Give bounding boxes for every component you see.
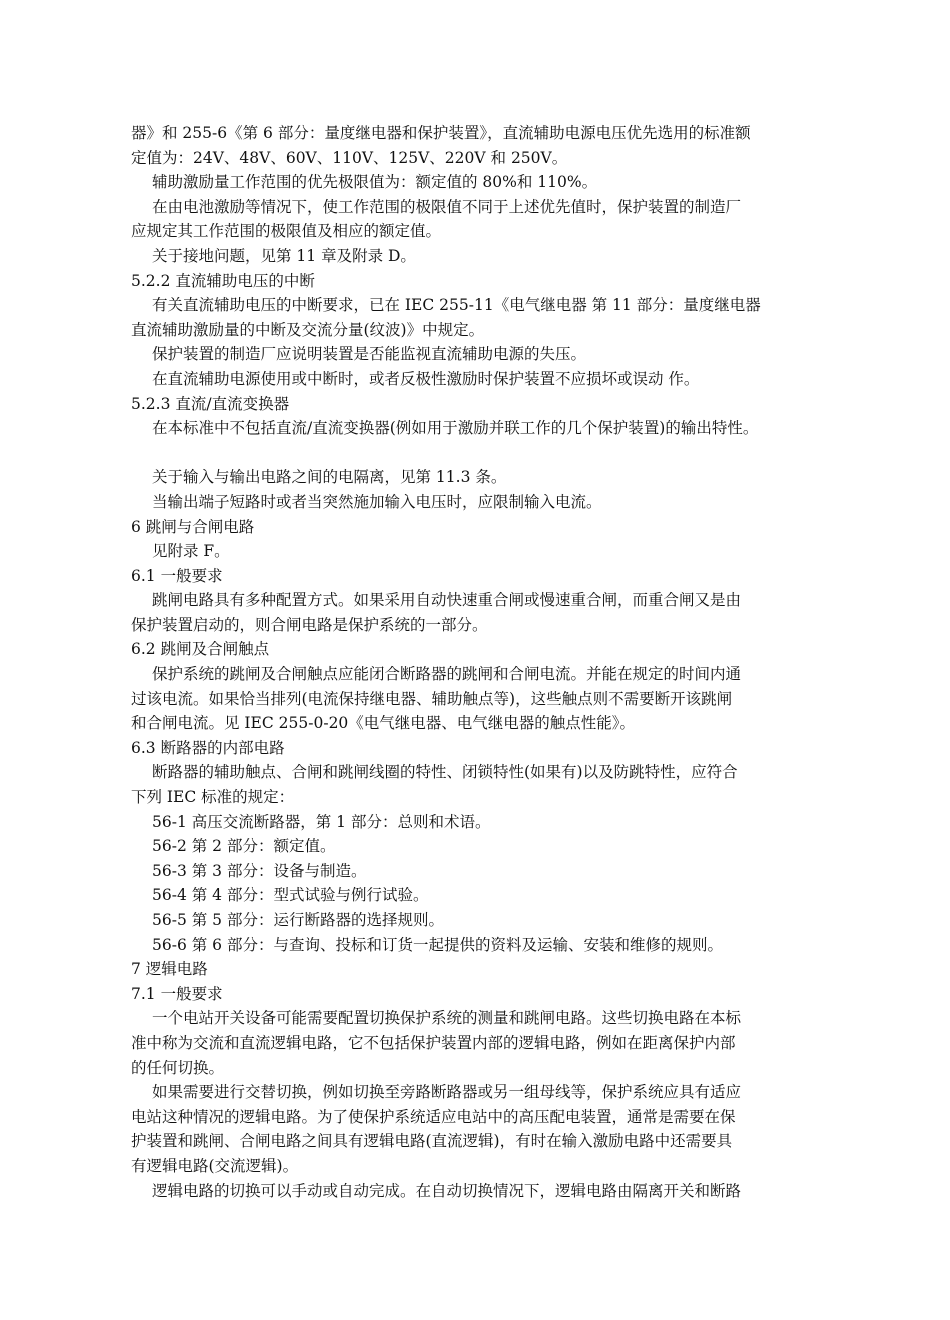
text-line: 6.2 跳闸及合闸触点 bbox=[131, 640, 270, 659]
text-line: 保护装置的制造厂应说明装置是否能监视直流辅助电源的失压。 bbox=[152, 345, 587, 364]
text-line: 断路器的辅助触点、合闸和跳闸线圈的特性、闭锁特性(如果有)以及防跳特性，应符合 bbox=[152, 763, 738, 782]
text-line: 关于接地问题，见第 11 章及附录 D。 bbox=[152, 246, 416, 265]
text-line: 直流辅助激励量的中断及交流分量(纹波)》中规定。 bbox=[131, 320, 485, 339]
text-line: 在由电池激励等情况下，使工作范围的极限值不同于上述优先值时，保护装置的制造厂 bbox=[152, 197, 742, 216]
text-line: 过该电流。如果恰当排列(电流保持继电器、辅助触点等)，这些触点则不需要断开该跳闸 bbox=[131, 689, 733, 708]
text-line: 7.1 一般要求 bbox=[131, 984, 223, 1003]
text-line: 保护装置启动的，则合闸电路是保护系统的一部分。 bbox=[131, 615, 488, 634]
text-line: 和合闸电流。见 IEC 255-0-20《电气继电器、电气继电器的触点性能》。 bbox=[131, 714, 636, 733]
text-line: 6.3 断路器的内部电路 bbox=[131, 738, 285, 757]
text-line: 7 逻辑电路 bbox=[131, 960, 208, 979]
text-line: 跳闸电路具有多种配置方式。如果采用自动快速重合闸或慢速重合闸，而重合闸又是由 bbox=[152, 591, 742, 610]
text-line: 有关直流辅助电压的中断要求，已在 IEC 255-11《电气继电器 第 11 部分：量度继电器 bbox=[152, 296, 761, 315]
text-line: 下列 IEC 标准的规定： bbox=[131, 788, 295, 807]
text-line: 在直流辅助电源使用或中断时，或者反极性激励时保护装置不应损坏或误动 作。 bbox=[152, 369, 700, 388]
text-line: 56-3 第 3 部分：设备与制造。 bbox=[152, 861, 367, 880]
text-line: 56-5 第 5 部分：运行断路器的选择规则。 bbox=[152, 911, 444, 929]
text-line: 辅助激励量工作范围的优先极限值为：额定值的 80%和 110%。 bbox=[152, 173, 598, 192]
text-line: 6.1 一般要求 bbox=[131, 566, 223, 585]
text-line: 保护系统的跳闸及合闸触点应能闭合断路器的跳闸和合闸电流。并能在规定的时间内通 bbox=[152, 665, 742, 684]
text-line: 56-2 第 2 部分：额定值。 bbox=[152, 837, 336, 856]
text-line: 5.2.3 直流/直流变换器 bbox=[131, 394, 290, 413]
text-line: 器》和 255-6《第 6 部分：量度继电器和保护装置》，直流辅助电源电压优先选用的标准额 bbox=[131, 124, 751, 142]
text-line: 如果需要进行交替切换，例如切换至旁路断路器或另一组母线等，保护系统应具有适应 bbox=[152, 1083, 742, 1102]
text-line: 护装置和跳闸、合闸电路之间具有逻辑电路(直流逻辑)，有时在输入激励电路中还需要具 bbox=[131, 1132, 733, 1151]
text-line: 见附录 F。 bbox=[152, 542, 230, 561]
text-line: 6 跳闸与合闸电路 bbox=[131, 517, 255, 536]
text-line: 当输出端子短路时或者当突然施加输入电压时，应限制输入电流。 bbox=[152, 492, 602, 511]
document-body bbox=[131, 121, 811, 1203]
blank-line bbox=[131, 441, 811, 466]
text-line: 的任何切换。 bbox=[131, 1058, 225, 1077]
text-line: 5.2.2 直流辅助电压的中断 bbox=[131, 271, 315, 290]
text-line: 一个电站开关设备可能需要配置切换保护系统的测量和跳闸电路。这些切换电路在本标 bbox=[152, 1009, 742, 1028]
text-line: 有逻辑电路(交流逻辑)。 bbox=[131, 1156, 299, 1175]
text-line: 电站这种情况的逻辑电路。为了使保护系统适应电站中的高压配电装置，通常是需要在保 bbox=[131, 1107, 736, 1126]
text-line: 56-4 第 4 部分：型式试验与例行试验。 bbox=[152, 886, 429, 905]
text-line: 准中称为交流和直流逻辑电路，它不包括保护装置内部的逻辑电路，例如在距离保护内部 bbox=[131, 1033, 736, 1052]
text-line: 56-6 第 6 部分：与查询、投标和订货一起提供的资料及运输、安装和维修的规则。 bbox=[152, 935, 723, 954]
text-line: 逻辑电路的切换可以手动或自动完成。在自动切换情况下，逻辑电路由隔离开关和断路 bbox=[152, 1181, 742, 1200]
text-line: 关于输入与输出电路之间的电隔离，见第 11.3 条。 bbox=[152, 468, 507, 487]
text-line: 在本标准中不包括直流/直流变换器(例如用于激励并联工作的几个保护装置)的输出特性。 bbox=[152, 419, 759, 438]
text-line: 应规定其工作范围的极限值及相应的额定值。 bbox=[131, 222, 442, 241]
text-line: 56-1 高压交流断路器，第 1 部分：总则和术语。 bbox=[152, 812, 491, 831]
text-line: 定值为：24V、48V、60V、110V、125V、220V 和 250V。 bbox=[131, 148, 568, 167]
